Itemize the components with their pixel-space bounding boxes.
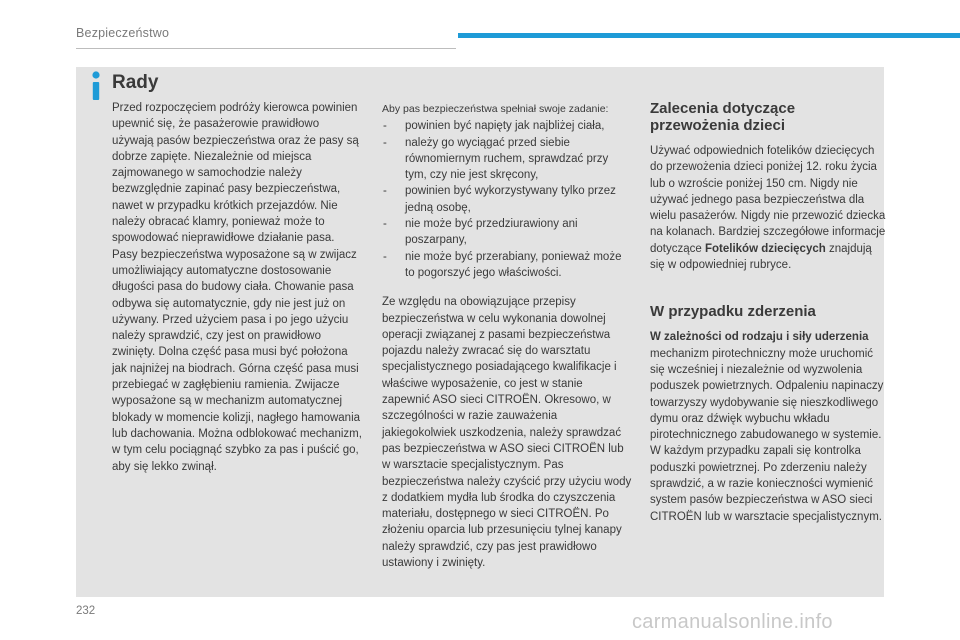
list-lead: Aby pas bezpieczeństwa spełniał swoje zadanie: (382, 103, 609, 115)
page-number: 232 (76, 605, 96, 617)
header-divider (76, 48, 456, 49)
section-title: Bezpieczeństwo (76, 26, 170, 40)
header-accent-bar (458, 33, 960, 38)
list-item: - nie może być przedziurawiony ani poszarpany, (382, 216, 632, 249)
child-transport-end: znajdują się w odpowiedniej rubryce. (650, 242, 872, 272)
list-item: - powinien być wykorzystywany tylko przez jedną osobę, (382, 183, 632, 216)
column-right (650, 100, 886, 525)
heading-child-transport: Zalecenia dotyczące przewożenia dzieci (650, 100, 796, 134)
requirements-list (382, 118, 632, 281)
heading-collision: W przypadku zderzenia (650, 303, 816, 321)
list-item: - nie może być przerabiany, ponieważ może to pogorszyć jego właściwości. (382, 249, 632, 282)
info-icon (85, 70, 107, 102)
child-seats-link-text: Fotelików dziecięcych (704, 242, 826, 255)
list-item: - należy go wyciągać przed siebie równomiernym ruchem, sprawdzać przy tym, czy nie jest skręcony, (382, 135, 632, 184)
seatbelt-tips-text: Przed rozpoczęciem podróży kierowca powinien upewnić się, że pasażerowie prawidłowo używają pasów bezpieczeństwa oraz że pasy są dobrze zapięte. Niezależnie od miejsca zajmowanego w samochodzie należy bezwzględnie zapinać pasy bezpieczeństwa, nawet w przypadku krótkich przejazdów. Nie należy obracać klamry, ponieważ może to spowodować nieprawidłowe działanie pasa. Pasy bezpieczeństwa wyposażone są w zwijacz umożliwiający automatyczne dostosowanie długości pasa do budowy ciała. Chowanie pasa odbywa się automatycznie, gdy nie jest już on używany. Przed użyciem pasa i po jego użyciu należy sprawdzić, czy jest on prawidłowo zwinięty. Dolna część pasa musi być położona jak najniżej na biodrach. Górna część pasa musi przebiegać w zagłębieniu ramienia. Zwijacze wyposażone są w mechanizm automatycznej blokady w momencie kolizji, nagłego hamowania lub dachowania. Można odblokować mechanizm, w tym celu pociągnąć szybko za pas i puścić go, aby się lekko zwinął. (112, 102, 362, 473)
list-item: - powinien być napięty jak najbliżej ciała, (382, 118, 632, 134)
collision-lead: W zależności od rodzaju i siły uderzenia (650, 331, 869, 344)
panel-title: Rady (112, 72, 159, 93)
column-left (112, 100, 362, 475)
column-middle (382, 101, 632, 571)
child-transport-text (650, 143, 886, 273)
child-transport-body: Używać odpowiednich fotelików dziecięcych do przewożenia dzieci poniżej 12. roku życia lub o wzroście poniżej 150 cm. Nigdy nie używać jednego pasa bezpieczeństwa dla wielu pasażerów. Nigdy nie przewozić dziecka na kolanach. Bardziej szczegółowe informacje dotyczące (650, 145, 886, 255)
collision-text (650, 329, 886, 525)
service-text: Ze względu na obowiązujące przepisy bezpieczeństwa w celu wykonania dowolnej operacji związanej z pasami bezpieczeństwa pojazdu należy zwracać się do warsztatu specjalistycznego posiadającego kwalifikacje i właściwe wyposażenie, co jest w stanie zapewnić ASO sieci CITROËN. Okresowo, w szczególności w razie zauważenia jakiegokolwiek uszkodzenia, należy sprawdzać pas bezpieczeństwa w ASO sieci CITROËN lub w warsztacie specjalistycznym. Pas bezpieczeństwa należy czyścić przy użyciu wody z dodatkiem mydła lub środka do czyszczenia materiału, dostępnego w sieci CITROËN. Po złożeniu oparcia lub przesunięciu tylnej kanapy należy sprawdzić, czy pas jest prawidłowo ustawiony i zwinięty. (382, 296, 632, 570)
collision-body: mechanizm pirotechniczny może uruchomić się wcześniej i niezależnie od wyzwolenia poduszek powietrznych. Odpaleniu napinaczy towarzyszy wydobywanie się nieszkodliwego dymu oraz dźwięk wybuchu wkładu pirotechnicznego zabudowanego w systemie. W każdym przypadku zapali się kontrolka poduszki powietrznej. Po zderzeniu należy sprawdzić, a w razie konieczności wymienić system pasów bezpieczeństwa w ASO sieci CITROËN lub w warsztacie specjalistycznym. (650, 347, 884, 523)
watermark: carmanualsonline.info (632, 611, 833, 633)
